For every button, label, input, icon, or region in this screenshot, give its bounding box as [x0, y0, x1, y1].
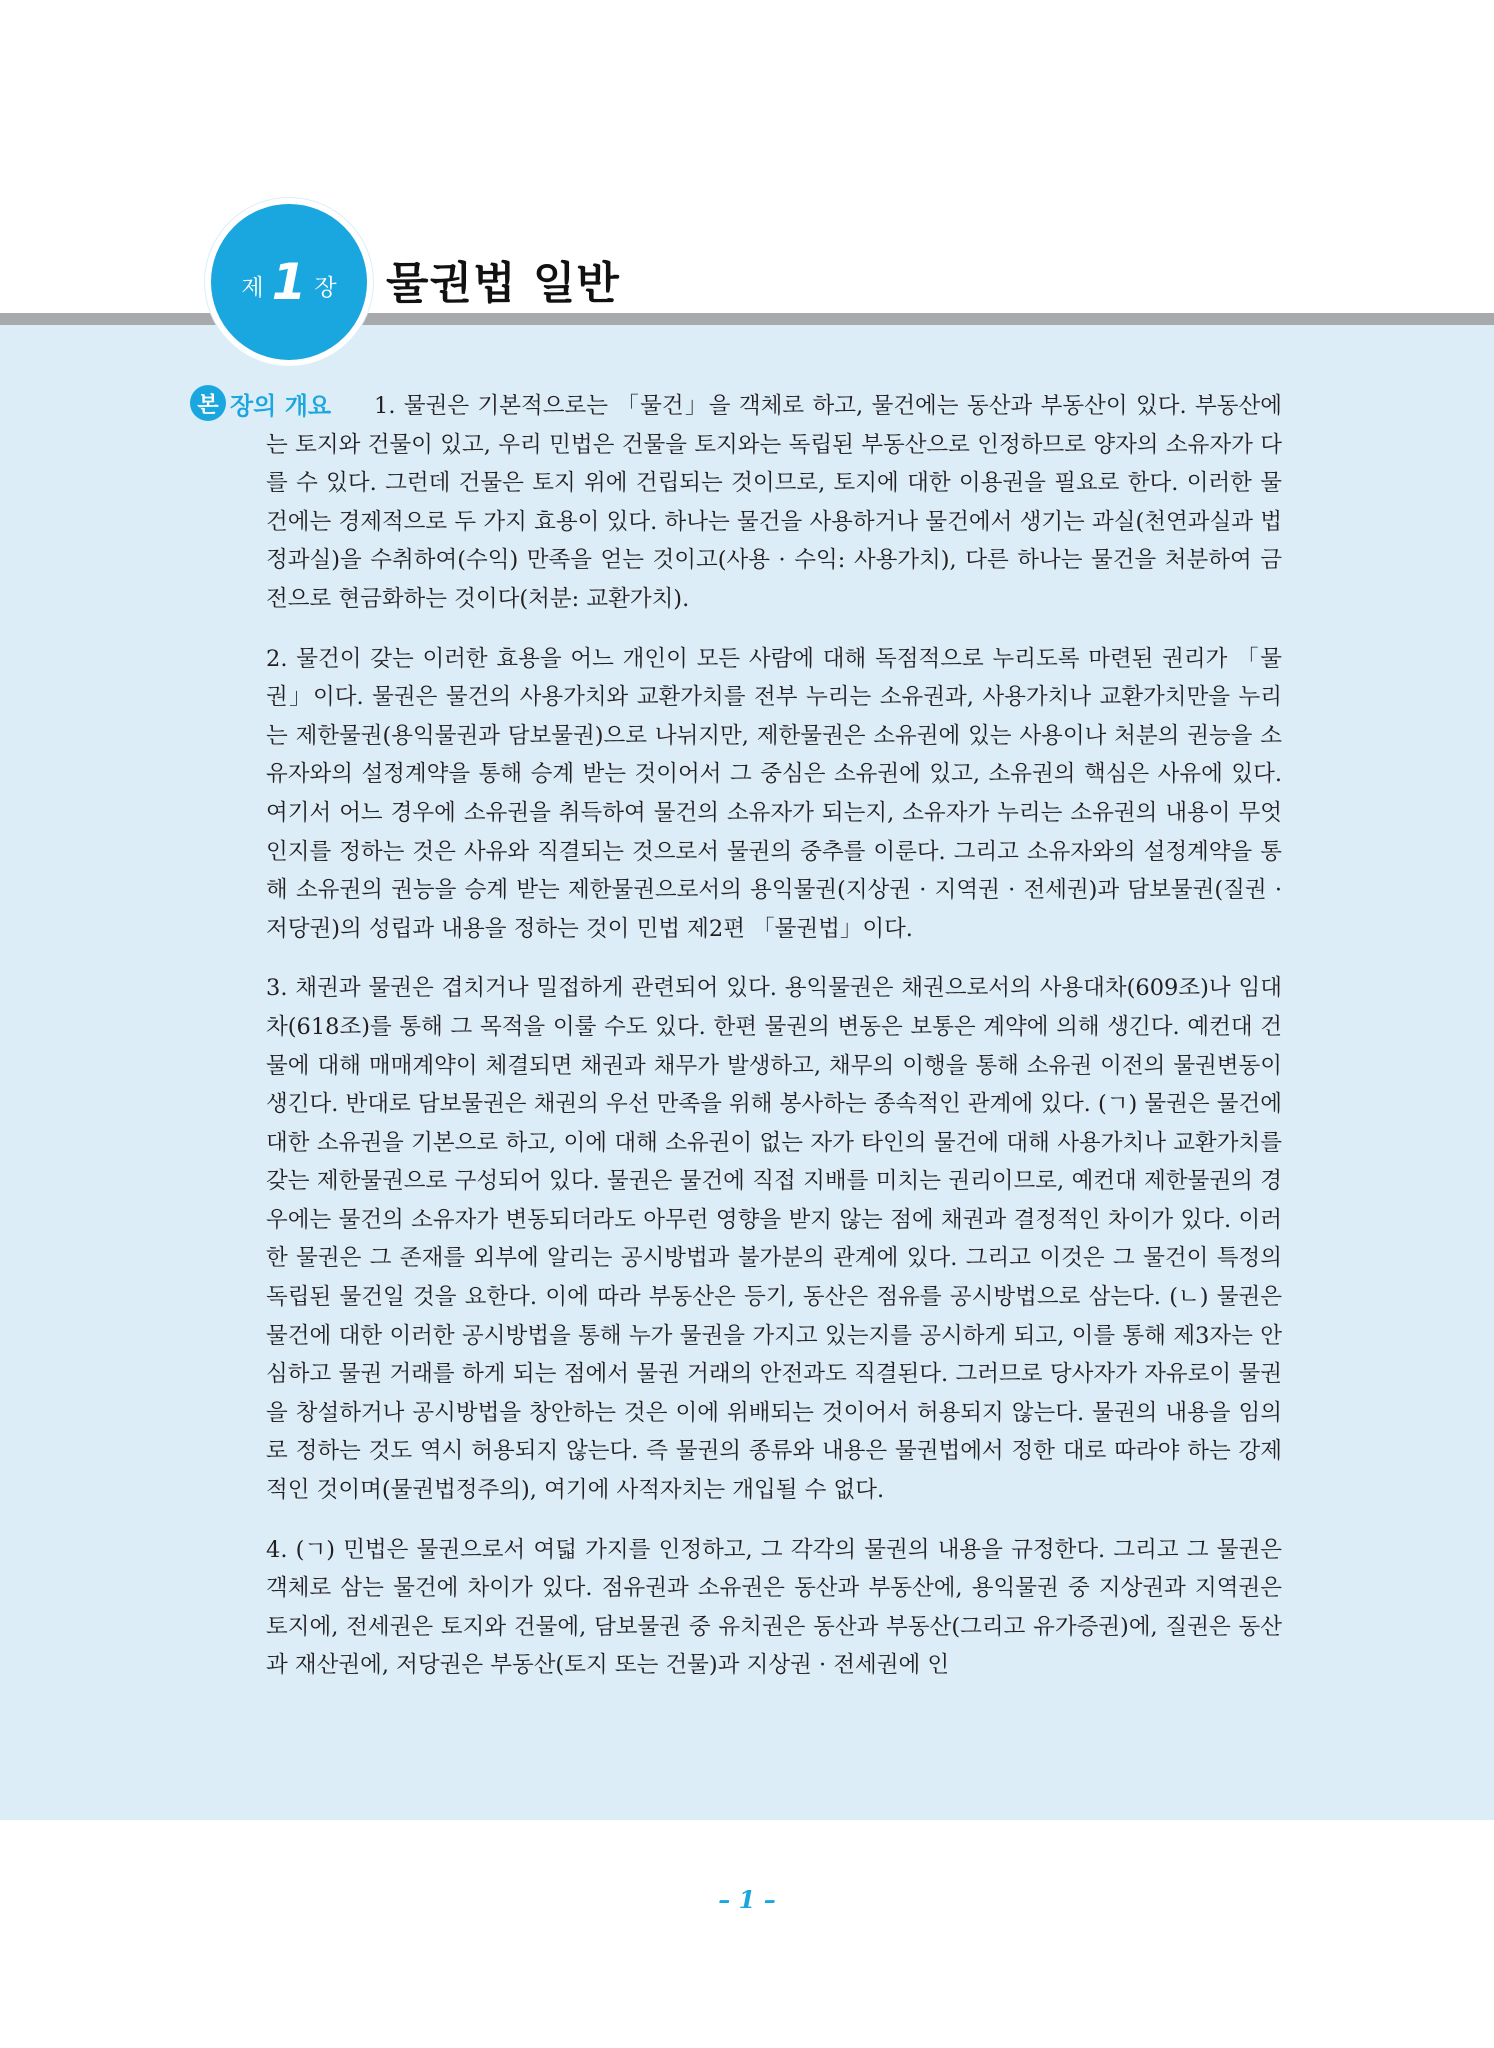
- overview-badge: 본: [190, 385, 226, 421]
- paragraph-2: 2. 물건이 갖는 이러한 효용을 어느 개인이 모든 사람에 대해 독점적으로 누리도록 마련된 권리가 「물권」이다. 물권은 물건의 사용가치와 교환가치를 전부 누리는 소유권과, 사용가치나 교환가치만을 누리는 제한물권(용익물권과 담보물권)으로 나뉘지만, 제한물권은 소유권에 있는 사용이나 처분의 권능을 소유자와의 설정계약을 통해 승계 받는 것이어서 그 중심은 소유권에 있고, 소유권의 핵심은 사유에 있다. 여기서 어느 경우에 소유권을 취득하여 물건의 소유자가 되는지, 소유자가 누리는 소유권의 내용이 무엇인지를 정하는 것은 사유와 직결되는 것으로서 물권의 중추를 이룬다. 그리고 소유자와의 설정계약을 통해 소유권의 권능을 승계 받는 제한물권으로서의 용익물권(지상권 · 지역권 · 전세권)과 담보물권(질권 · 저당권)의 성립과 내용을 정하는 것이 민법 제2편 「물권법」이다.: [266, 645, 1282, 942]
- paragraph-1: 1. 물권은 기본적으로는 「물건」을 객체로 하고, 물건에는 동산과 부동산이 있다. 부동산에는 토지와 건물이 있고, 우리 민법은 건물을 토지와는 독립된 부동산으로 인정하므로 양자의 소유자가 다를 수 있다. 그런데 건물은 토지 위에 건립되는 것이므로, 토지에 대한 이용권을 필요로 한다. 이러한 물건에는 경제적으로 두 가지 효용이 있다. 하나는 물건을 사용하거나 물건에서 생기는 과실(천연과실과 법정과실)을 수취하여(수익) 만족을 얻는 것이고(사용 · 수익: 사용가치), 다른 하나는 물건을 처분하여 금전으로 현금화하는 것이다(처분: 교환가치).: [266, 393, 1282, 612]
- page-number: – 1 –: [718, 1885, 776, 1914]
- chapter-suffix: 장: [314, 274, 337, 301]
- overview-label-text: 장의 개요: [230, 391, 332, 420]
- paragraph-3: 3. 채권과 물권은 겹치거나 밀접하게 관련되어 있다. 용익물권은 채권으로서의 사용대차(609조)나 임대차(618조)를 통해 그 목적을 이룰 수도 있다. 한편 물권의 변동은 보통은 계약에 의해 생긴다. 예컨대 건물에 대해 매매계약이 체결되면 채권과 채무가 발생하고, 채무의 이행을 통해 소유권 이전의 물권변동이 생긴다. 반대로 담보물권은 채권의 우선 만족을 위해 봉사하는 종속적인 관계에 있다. (ㄱ) 물권은 물건에 대한 소유권을 기본으로 하고, 이에 대해 소유권이 없는 자가 타인의 물건에 대해 사용가치나 교환가치를 갖는 제한물권으로 구성되어 있다. 물권은 물건에 직접 지배를 미치는 권리이므로, 예컨대 제한물권의 경우에는 물건의 소유자가 변동되더라도 아무런 영향을 받지 않는 점에 채권과 결정적인 차이가 있다. 이러한 물권은 그 존재를 외부에 알리는 공시방법과 불가분의 관계에 있다. 그리고 이것은 그 물건이 특정의 독립된 물건일 것을 요한다. 이에 따라 부동산은 등기, 동산은 점유를 공시방법으로 삼는다. (ㄴ) 물권은 물건에 대한 이러한 공시방법을 통해 누가 물권을 가지고 있는지를 공시하게 되고, 이를 통해 제3자는 안심하고 물권 거래를 하게 되는 점에서 물권 거래의 안전과도 직결된다. 그러므로 당사자가 자유로이 물권을 창설하거나 공시방법을 창안하는 것은 이에 위배되는 것이어서 허용되지 않는다. 물권의 내용을 임의로 정하는 것도 역시 허용되지 않는다. 즉 물권의 종류와 내용은 물권법에서 정한 대로 따라야 하는 강제적인 것이며(물권법정주의), 여기에 사적자치는 개입될 수 없다.: [266, 975, 1282, 1504]
- chapter-badge: [205, 198, 373, 366]
- chapter-number: 1: [271, 253, 307, 311]
- overview-body: [266, 387, 1282, 1706]
- chapter-title: 물권법 일반: [386, 258, 620, 309]
- chapter-prefix: 제: [241, 274, 264, 301]
- paragraph-4: 4. (ㄱ) 민법은 물권으로서 여덟 가지를 인정하고, 그 각각의 물권의 내용을 규정한다. 그리고 그 물권은 객체로 삼는 물건에 차이가 있다. 점유권과 소유권은 동산과 부동산에, 용익물권 중 지상권과 지역권은 토지에, 전세권은 토지와 건물에, 담보물권 중 유치권은 동산과 부동산(그리고 유가증권)에, 질권은 동산과 재산권에, 저당권은 부동산(토지 또는 건물)과 지상권 · 전세권에 인: [266, 1536, 1282, 1679]
